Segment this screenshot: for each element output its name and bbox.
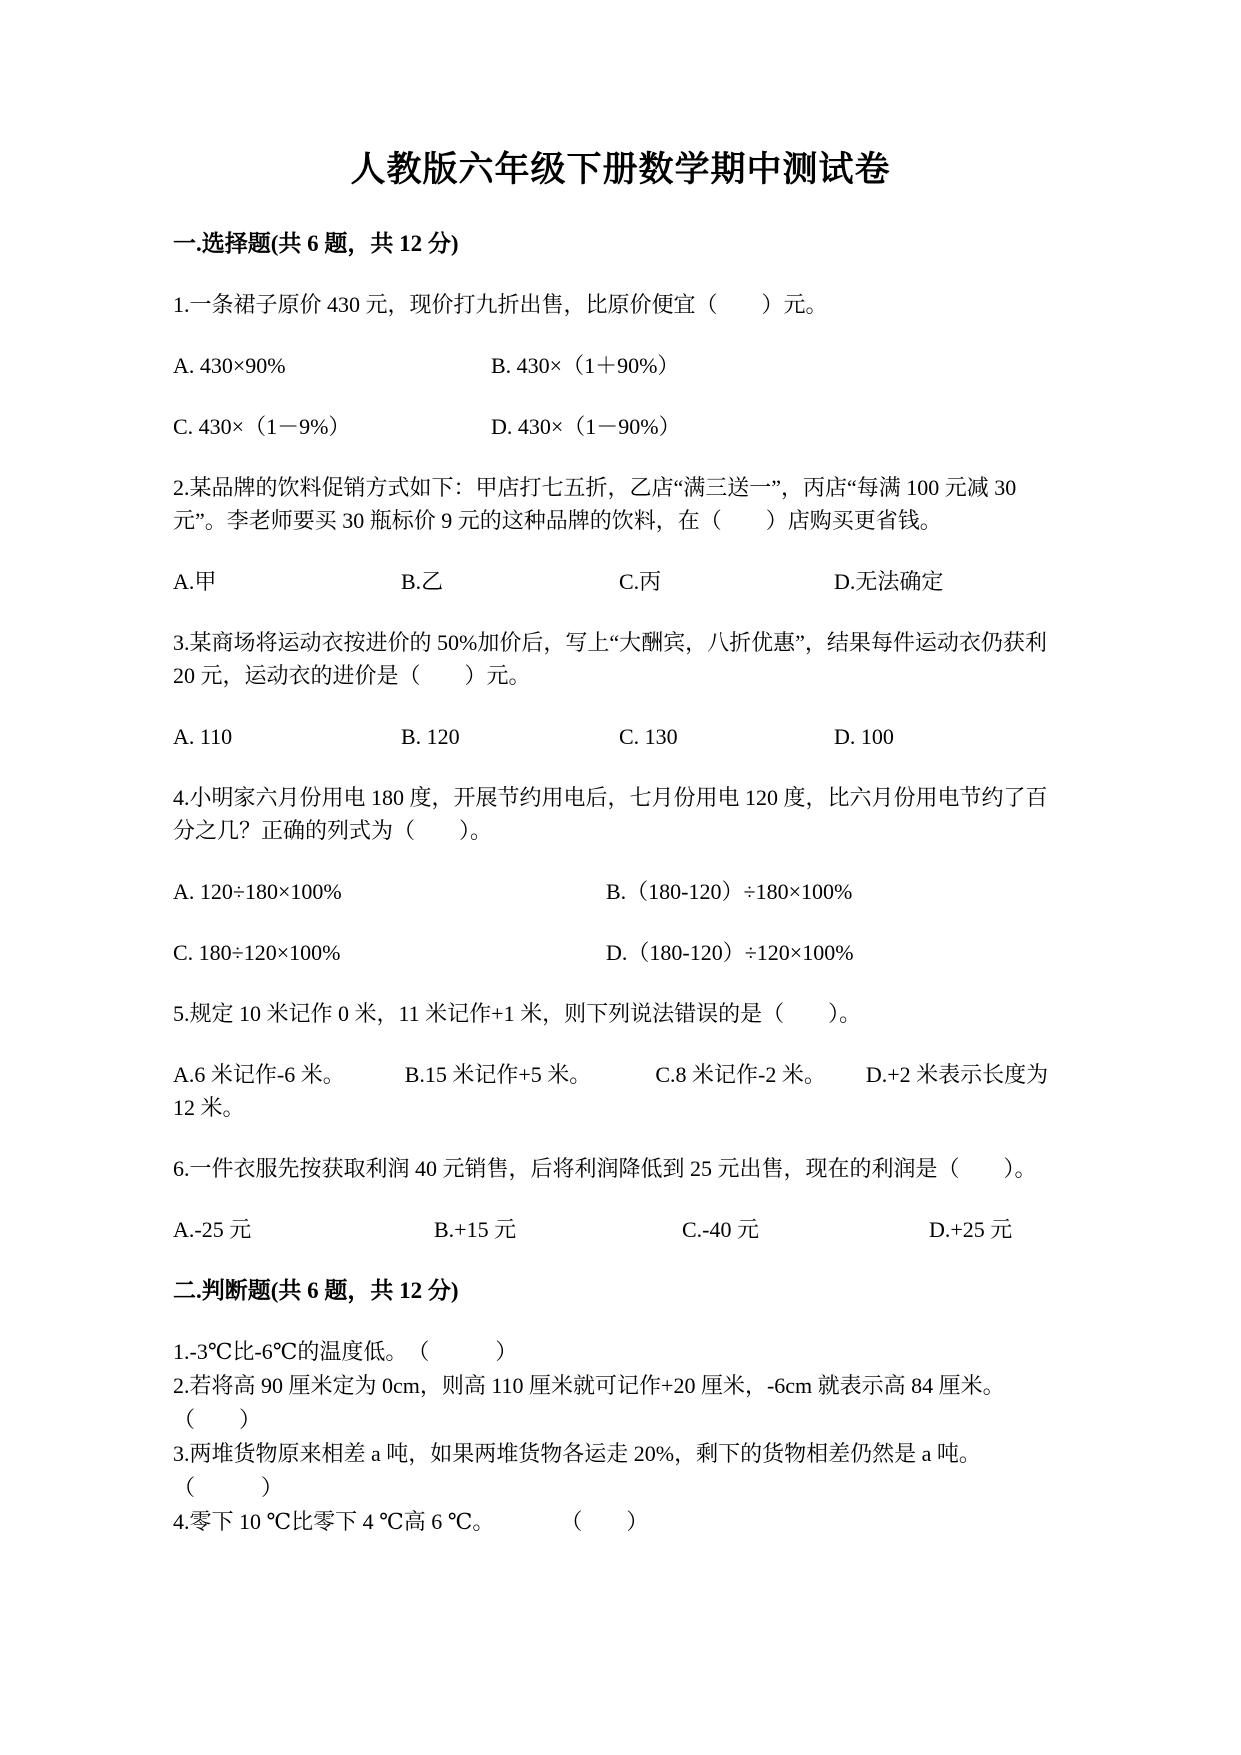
question-5-option-b: B.15 米记作+5 米。	[404, 1062, 592, 1087]
question-5-option-c: C.8 米记作-2 米。	[655, 1062, 826, 1087]
question-6-options-row	[173, 1213, 1068, 1246]
question-4	[173, 781, 1068, 969]
question-1-text: 1.一条裙子原价 430 元，现价打九折出售，比原价便宜（ ）元。	[173, 292, 828, 317]
question-6	[173, 1152, 1068, 1246]
judgement-item-4: 4.零下 10 ℃比零下 4 ℃高 6 ℃。 （ ）	[173, 1509, 649, 1534]
question-1-option-b: B. 430×（1＋90%）	[491, 353, 680, 378]
question-5-option-a: A.6 米记作-6 米。	[173, 1062, 345, 1087]
question-6-option-d: D.+25 元	[929, 1217, 1013, 1242]
question-4-options-row-1	[173, 875, 1068, 908]
question-5-text: 5.规定 10 米记作 0 米，11 米记作+1 米，则下列说法错误的是（ ）。	[173, 1001, 862, 1026]
judgement-item-2: 2.若将高 90 厘米定为 0cm，则高 110 厘米就可记作+20 厘米，-6cm 就表示高 84 厘米。 （ ）	[173, 1373, 1126, 1432]
question-4-option-d: D.（180-120）÷120×100%	[606, 940, 854, 965]
question-2-option-d: D.无法确定	[834, 569, 944, 594]
question-2-options-row	[173, 565, 1068, 598]
question-6-option-a: A.-25 元	[173, 1217, 252, 1242]
question-6-option-b: B.+15 元	[434, 1217, 517, 1242]
question-4-option-b: B.（180-120）÷180×100%	[606, 879, 853, 904]
judgement-item-3: 3.两堆货物原来相差 a 吨，如果两堆货物各运走 20%，剩下的货物相差仍然是 a 吨。（ ）	[173, 1441, 981, 1500]
page-title: 人教版六年级下册数学期中测试卷	[350, 150, 891, 189]
question-2-option-b: B.乙	[401, 569, 444, 594]
question-5-option-d: D.+2 米表示长度为 12 米。	[173, 1062, 1049, 1120]
question-6-text: 6.一件衣服先按获取利润 40 元销售，后将利润降低到 25 元出售，现在的利润是（ ）。	[173, 1156, 1037, 1181]
question-2-option-a: A.甲	[173, 569, 217, 594]
question-5	[173, 997, 1068, 1124]
question-3	[173, 626, 1068, 753]
question-1-option-a: A. 430×90%	[173, 353, 286, 378]
question-1-option-d: D. 430×（1－90%）	[491, 414, 681, 439]
question-2-option-c: C.丙	[619, 569, 662, 594]
judgement-list	[173, 1335, 1126, 1539]
question-3-option-d: D. 100	[834, 724, 894, 749]
question-4-options-row-2	[173, 936, 1068, 969]
question-1-option-c: C. 430×（1－9%）	[173, 414, 351, 439]
question-5-options-row	[173, 1058, 1068, 1124]
question-3-text: 3.某商场将运动衣按进价的 50%加价后，写上“大酬宾，八折优惠”，结果每件运动衣仍获利 20 元，运动衣的进价是（ ）元。	[173, 630, 1047, 688]
question-3-option-c: C. 130	[619, 724, 678, 749]
question-4-option-c: C. 180÷120×100%	[173, 940, 341, 965]
question-2-text: 2.某品牌的饮料促销方式如下：甲店打七五折，乙店“满三送一”，丙店“每满 100 元减 30 元”。李老师要买 30 瓶标价 9 元的这种品牌的饮料，在（ ）店购买更省钱。	[173, 475, 1017, 533]
question-1-options-row-1	[173, 349, 1068, 382]
question-1	[173, 288, 1068, 443]
question-4-text: 4.小明家六月份用电 180 度，开展节约用电后，七月份用电 120 度，比六月份用电节约了百分之几？正确的列式为（ ）。	[173, 785, 1048, 843]
question-3-option-b: B. 120	[401, 724, 460, 749]
question-6-option-c: C.-40 元	[682, 1217, 760, 1242]
question-1-options-row-2	[173, 410, 1068, 443]
section-1-heading: 一.选择题(共 6 题，共 12 分)	[173, 231, 459, 256]
question-3-option-a: A. 110	[173, 724, 233, 749]
question-3-options-row	[173, 720, 1068, 753]
question-2	[173, 471, 1068, 598]
question-4-option-a: A. 120÷180×100%	[173, 879, 342, 904]
judgement-item-1: 1.-3℃比-6℃的温度低。 （ ）	[173, 1339, 518, 1364]
section-2-heading: 二.判断题(共 6 题，共 12 分)	[173, 1278, 459, 1303]
